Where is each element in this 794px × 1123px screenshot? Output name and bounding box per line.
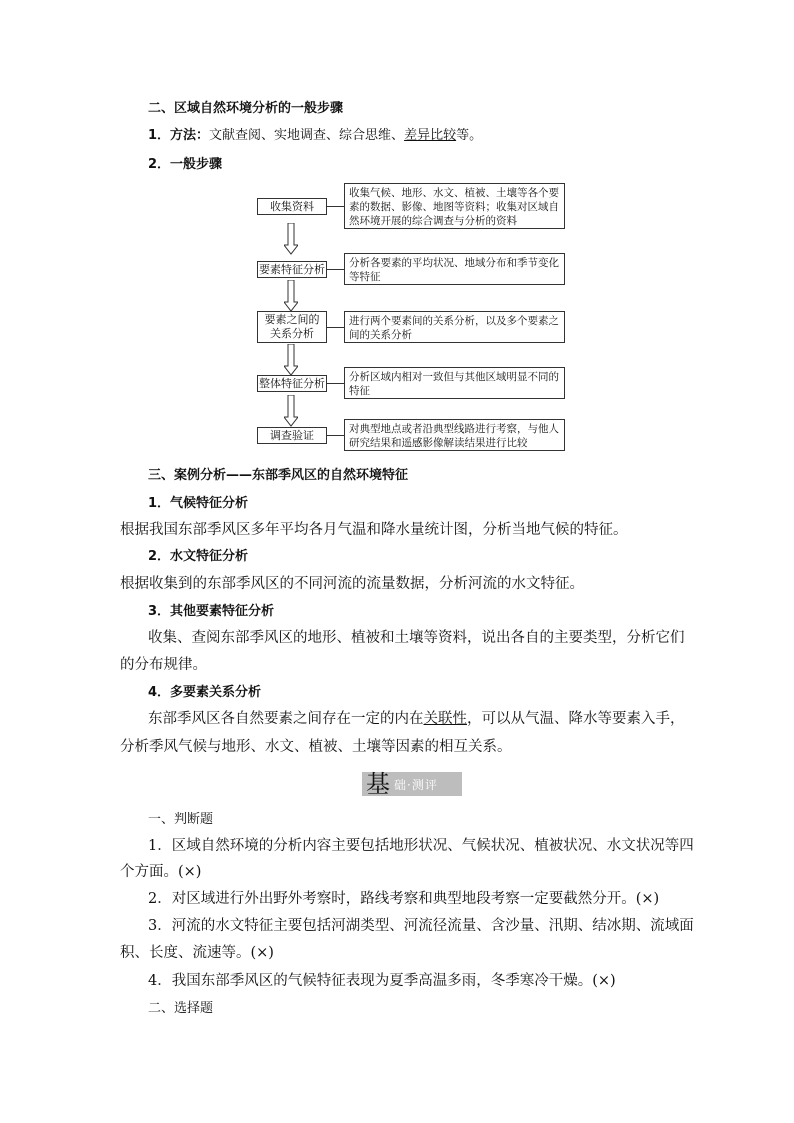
quiz-question: 1．区域自然环境的分析内容主要包括地形状况、气候状况、植被状况、水文状况等四 bbox=[148, 838, 694, 854]
method-line bbox=[148, 124, 482, 143]
flow-step-collect bbox=[257, 198, 327, 215]
down-arrow-icon bbox=[284, 280, 298, 312]
flow-connector bbox=[327, 269, 344, 270]
down-arrow-icon bbox=[284, 344, 298, 376]
badge-text: 础·测评 bbox=[394, 777, 438, 792]
quiz-question: 个方面。(×) bbox=[120, 864, 202, 880]
flow-desc-overall: 分析区域内相对一致但与其他区域明显不同的特征 bbox=[344, 367, 565, 399]
flow-connector bbox=[327, 327, 344, 328]
flow-connector bbox=[327, 206, 344, 207]
item-heading: 4．多要素关系分析 bbox=[148, 685, 262, 700]
item-text-part: 东部季风区各自然要素之间存在一定的内在 bbox=[148, 711, 424, 727]
flow-desc-verify: 对典型地点或者沿典型线路进行考察，与他人研究结果和遥感影像解读结果进行比较 bbox=[344, 419, 565, 451]
section-badge bbox=[362, 772, 462, 796]
method-underlined: 差异比较 bbox=[404, 128, 457, 143]
section-title: 三、案例分析——东部季风区的自然环境特征 bbox=[148, 468, 409, 483]
flow-step-label: 调查验证 bbox=[270, 428, 314, 442]
item-text-part: ，可以从气温、降水等要素入手， bbox=[467, 711, 685, 727]
flow-step-label: 要素之间的关系分析 bbox=[264, 313, 320, 340]
item-text: 分析季风气候与地形、水文、植被、土壤等因素的相互关系。 bbox=[120, 739, 512, 755]
item-heading: 3．其他要素特征分析 bbox=[148, 604, 275, 619]
quiz-question: 3．河流的水文特征主要包括河湖类型、河流径流量、含沙量、汛期、结冰期、流域面 bbox=[148, 918, 694, 934]
item-text: 的分布规律。 bbox=[120, 657, 207, 673]
method-text: 文献查阅、实地调查、综合思维、 bbox=[209, 128, 405, 143]
item-heading: 1．气候特征分析 bbox=[148, 496, 249, 511]
down-arrow-icon bbox=[284, 395, 298, 427]
flow-step-overall bbox=[257, 375, 327, 392]
flow-desc-element: 分析各要素的平均状况、地域分布和季节变化等特征 bbox=[344, 253, 565, 285]
item-text: 根据收集到的东部季风区的不同河流的流量数据，分析河流的水文特征。 bbox=[120, 576, 584, 592]
steps-label: 2．一般步骤 bbox=[148, 157, 223, 172]
quiz-question: 4．我国东部季风区的气候特征表现为夏季高温多雨，冬季寒冷干燥。(×) bbox=[148, 973, 616, 989]
flow-connector bbox=[327, 435, 344, 436]
quiz-part-title: 一、判断题 bbox=[148, 812, 214, 827]
item-text-underlined: 关联性 bbox=[423, 711, 467, 727]
quiz-question: 积、长度、流速等。(×) bbox=[120, 945, 274, 961]
down-arrow-icon bbox=[284, 223, 298, 255]
flow-step-element bbox=[257, 261, 327, 278]
section-title: 二、区域自然环境分析的一般步骤 bbox=[148, 101, 344, 116]
flow-connector bbox=[327, 383, 344, 384]
flow-step-verify bbox=[257, 427, 327, 444]
method-end: 等。 bbox=[456, 128, 483, 143]
item-heading: 2．水文特征分析 bbox=[148, 549, 249, 564]
quiz-question: 2．对区域进行外出野外考察时，路线考察和典型地段考察一定要截然分开。(×) bbox=[148, 891, 660, 907]
badge-big-char: 基 bbox=[366, 770, 390, 798]
item-text bbox=[148, 707, 685, 728]
method-label: 1．方法： bbox=[148, 128, 210, 143]
flow-step-label: 要素特征分析 bbox=[259, 262, 325, 276]
flow-step-label: 收集资料 bbox=[270, 199, 314, 213]
flow-desc-collect: 收集气候、地形、水文、植被、土壤等各个要素的数据、影像、地图等资料；收集对区域自然环境开展的综合调查与分析的资料 bbox=[344, 183, 565, 229]
item-text: 根据我国东部季风区多年平均各月气温和降水量统计图，分析当地气候的特征。 bbox=[120, 522, 628, 538]
flow-desc-relation: 进行两个要素间的关系分析，以及多个要素之间的关系分析 bbox=[344, 311, 565, 343]
item-text: 收集、查阅东部季风区的地形、植被和土壤等资料，说出各自的主要类型，分析它们 bbox=[148, 630, 685, 646]
quiz-part-title: 二、选择题 bbox=[148, 1001, 214, 1016]
flow-step-label: 整体特征分析 bbox=[259, 376, 325, 390]
flow-step-relation bbox=[257, 311, 327, 343]
